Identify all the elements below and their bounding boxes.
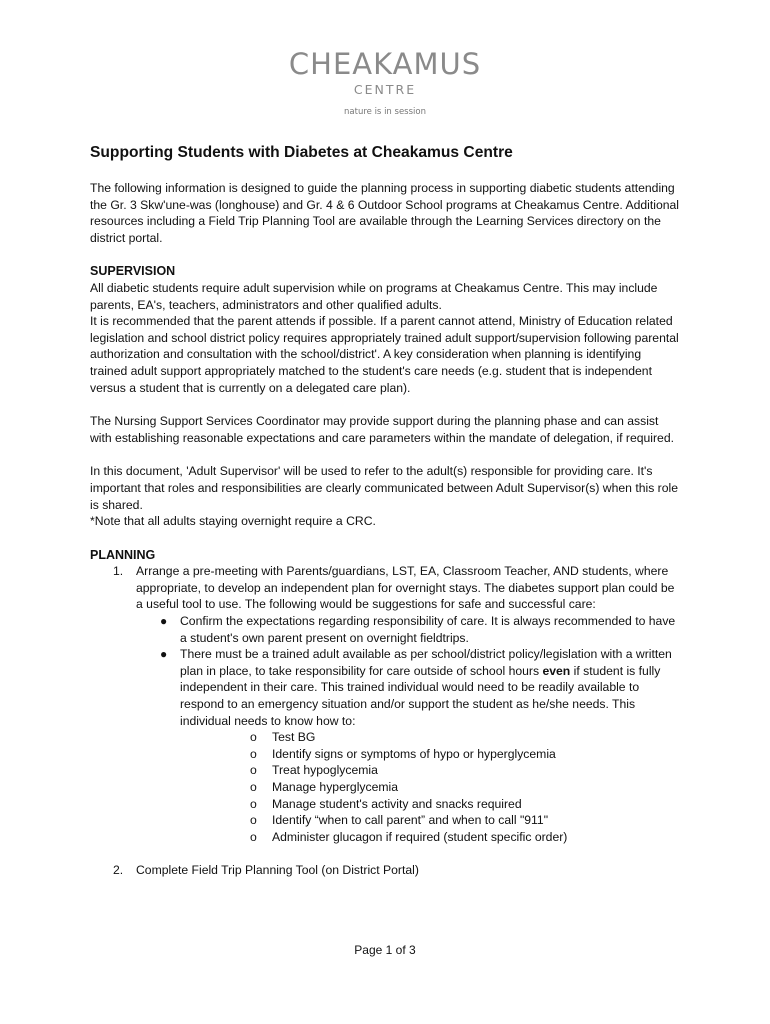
sub-item-text: Identify “when to call parent” and when to call "911" <box>272 813 549 828</box>
sub-item-text: Test BG <box>272 730 316 745</box>
bullet-1-text: Confirm the expectations regarding responsibility of care. It is always recommended to have a student's own parent present on overnight fieldtrips. <box>180 614 676 645</box>
sub-item-text: Identify signs or symptoms of hypo or hyperglycemia <box>272 746 556 761</box>
sub-bullet-icon: o <box>250 780 257 794</box>
sub-bullet-icon: o <box>250 730 257 745</box>
sub-item <box>136 829 680 846</box>
bullet-icon: ● <box>160 614 168 629</box>
step-1-text: Arrange a pre-meeting with Parents/guardians, LST, EA, Classroom Teacher, AND students, where appropriate, to develop an independent plan for overnight stays. The diabetes support plan could be a useful tool to use. The following would be suggestions for safe and successful care: <box>136 564 675 612</box>
page-number: Page 1 of 3 <box>354 943 416 957</box>
supervision-paragraph-1: All diabetic students require adult supervision while on programs at Cheakamus Centre. This may include parents, EA's, teachers, administrators and other qualified adults. <box>90 280 658 312</box>
sub-item <box>136 762 680 779</box>
supervision-paragraph-2: It is recommended that the parent attends if possible. If a parent cannot attend, Ministry of Education related legislation and school district policy requires appropriately trained adult support/supervision following parental authorization and consultation with the school/district'. A key consideration when planning is identifying trained adult support appropriately matched to the student's care needs (e.g. student that is independent versus a student that is currently on a delegated care plan). <box>90 314 679 395</box>
planning-step-2 <box>90 862 680 879</box>
sub-item <box>136 779 680 796</box>
planning-heading: PLANNING <box>90 547 156 562</box>
planning-list <box>90 563 680 879</box>
sub-item-text: Manage student's activity and snacks required <box>272 796 522 811</box>
planning-step-1 <box>90 563 680 845</box>
bullet-2-emphasis: even <box>542 663 571 678</box>
supervision-note: *Note that all adults staying overnight require a CRC. <box>90 514 376 529</box>
sub-item <box>136 796 680 813</box>
bullet-2-text-a: There must be a trained adult available as per school/district policy/legislation with a written plan in place, to take responsibility for care outside of school hours <box>180 647 672 678</box>
bullet-list <box>136 613 680 845</box>
step-2-text: Complete Field Trip Planning Tool (on District Portal) <box>136 863 419 878</box>
bullet-2-text-b: if student is fully independent in their care. This trained individual would need to be readily available to respond to an emergency situation and/or support the student as he/she needs. This individual needs to know how to: <box>180 663 661 728</box>
document-body <box>90 143 680 879</box>
intro-paragraph: The following information is designed to guide the planning process in supporting diabetic students attending the Gr. 3 Skw'une-was (longhouse) and Gr. 4 & 6 Outdoor School programs at Cheakamus Centre. Additional resources including a Field Trip Planning Tool are available through the Learning Services directory on the district portal. <box>90 181 679 245</box>
bullet-item <box>136 613 680 646</box>
step-number: 1. <box>113 564 124 579</box>
sub-bullet-icon: o <box>250 829 257 844</box>
bullet-icon: ● <box>160 647 168 662</box>
supervision-paragraph-3: The Nursing Support Services Coordinator may provide support during the planning phase and can assist with establishing reasonable expectations and care parameters within the mandate of delegation, if required. <box>90 414 675 445</box>
sub-bullet-icon: o <box>250 796 257 811</box>
sub-bullet-icon: o <box>250 813 257 828</box>
logo-subtitle: CENTRE <box>353 82 417 97</box>
sub-item <box>136 812 680 829</box>
bullet-item <box>136 646 680 845</box>
document-title: Supporting Students with Diabetes at Cheakamus Centre <box>90 144 513 161</box>
sub-item <box>136 746 680 763</box>
skills-sublist <box>136 729 680 845</box>
supervision-heading: SUPERVISION <box>90 264 176 279</box>
sub-bullet-icon: o <box>250 746 257 761</box>
supervision-paragraph-4: In this document, 'Adult Supervisor' will be used to refer to the adult(s) responsible for providing care. It's important that roles and responsibilities are clearly communicated between Adult Supervisor(s) when this role is shared. <box>90 464 678 512</box>
logo-wordmark: CHEAKAMUS <box>288 47 482 81</box>
step-number: 2. <box>113 863 124 878</box>
sub-item-text: Manage hyperglycemia <box>272 780 399 794</box>
sub-bullet-icon: o <box>250 763 257 778</box>
sub-item-text: Administer glucagon if required (student specific order) <box>272 829 568 844</box>
sub-item <box>136 729 680 746</box>
sub-item-text: Treat hypoglycemia <box>272 763 378 778</box>
logo-tagline: nature is in session <box>344 107 426 117</box>
